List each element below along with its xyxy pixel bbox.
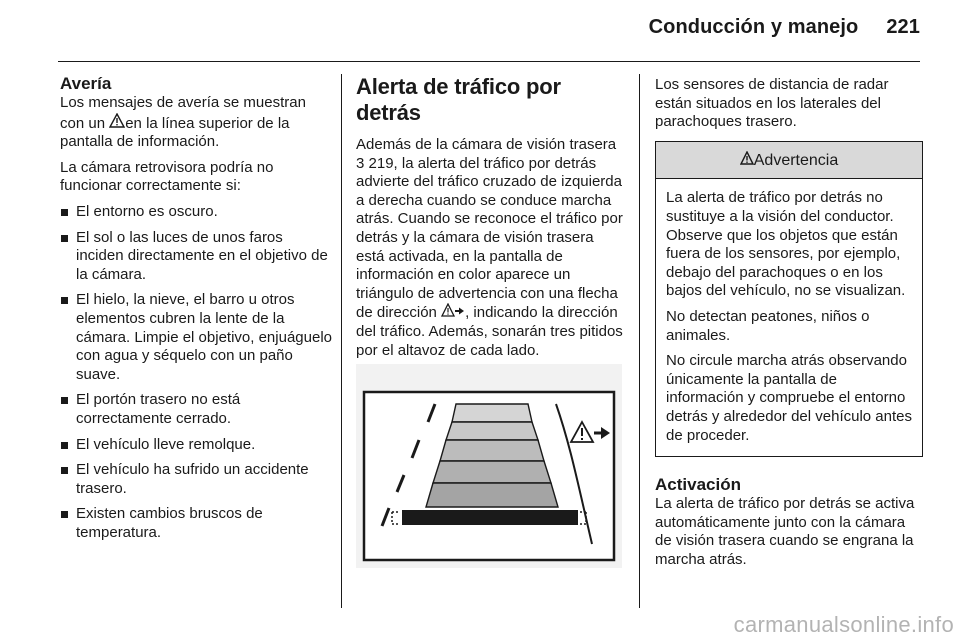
text: en la línea superior de la pantalla de información. [60, 114, 290, 151]
paragraph-alerta [356, 136, 624, 360]
warning-paragraph: No detectan peatones, niños o animales. [666, 307, 870, 344]
column-divider-right [639, 74, 640, 608]
column-2 [356, 74, 624, 367]
page-reference-link[interactable]: 3 219 [356, 154, 394, 172]
bullet [61, 467, 68, 474]
bullet [61, 297, 68, 304]
text: , la alerta del tráfico por detrás advierte del tráfico cruzado de izquierda a derecha cuando se conduce marcha atrás. Cuando se reconoce el tráfico por detrás y la cámara de visión trasera está activada, en la pantalla de información en color aparece un triángulo de advertencia con una flecha de dirección [356, 154, 623, 322]
warning-paragraph: No circule marcha atrás observando únicamente la pantalla de información y compruebe el entorno detrás y alrededor del vehículo antes de proceder. [666, 352, 912, 444]
paragraph-averia-1 [60, 94, 332, 152]
paragraph-activacion: La alerta de tráfico por detrás se activa automáticamente junto con la cámara de visión trasera cuando se engrana la marcha atrás. [655, 495, 915, 568]
list-item-text: El sol o las luces de unos faros inciden directamente en el objetivo de la cámara. [76, 228, 328, 283]
header-rule [58, 61, 920, 62]
column-divider-left [341, 74, 342, 608]
list-item-text: El entorno es oscuro. [76, 202, 218, 220]
list-item [60, 229, 332, 285]
bullet [61, 442, 68, 449]
text: Los mensajes de avería se muestran con un [60, 94, 306, 132]
list-item-text: El hielo, la nieve, el barro u otros elementos cubren la lente de la cámara. Limpie el objetivo, enjuáguelo con agua y séquelo con un paño suave. [76, 291, 332, 383]
column-3 [655, 76, 923, 576]
list-item [60, 505, 332, 542]
page-number: 221 [886, 16, 920, 38]
paragraph-averia-2: La cámara retrovisora podría no funcionar correctamente si: [60, 158, 274, 195]
warning-box [655, 141, 923, 457]
bullet [61, 397, 68, 404]
bullet [61, 511, 68, 518]
paragraph-sensores: Los sensores de distancia de radar están situados en los laterales del parachoques trasero. [655, 76, 889, 131]
rear-camera-svg [356, 364, 622, 568]
header-title: Conducción y manejo [648, 16, 859, 38]
section-heading-activacion: Activación [655, 475, 741, 495]
warning-paragraph: La alerta de tráfico por detrás no sustituye a la visión del conductor. Observe que los objetos que están fuera de los sensores, por ejemplo, debajo del parachoques o en los bajos del vehículo, no se visualizan. [666, 189, 906, 300]
page-header [649, 16, 920, 39]
bullet [61, 235, 68, 242]
warning-triangle-icon [740, 152, 754, 169]
column-1 [60, 74, 332, 549]
list-item-text: El portón trasero no está correctamente cerrado. [76, 391, 241, 427]
text: Además de la cámara de visión trasera [356, 136, 617, 153]
list-item-text: El vehículo lleve remolque. [76, 435, 256, 453]
list-item-text: Existen cambios bruscos de temperatura. [76, 505, 263, 541]
warning-box-body [656, 179, 922, 456]
list-item [60, 291, 332, 384]
rear-camera-display-illustration [356, 364, 622, 568]
section-heading-alerta: Alerta de tráfico por detrás [356, 74, 561, 125]
watermark: carmanualsonline.info [733, 612, 954, 637]
list-item-text: El vehículo ha sufrido un accidente trasero. [76, 461, 309, 497]
text: , indicando la dirección del tráfico. Además, sonarán tres pitidos por el altavoz de cada lado. [356, 304, 623, 359]
warning-triangle-icon [109, 113, 125, 134]
bullet [61, 209, 68, 216]
list-item [60, 391, 332, 428]
section-heading-averia: Avería [60, 74, 112, 93]
list-item [60, 203, 332, 222]
warning-arrow-icon [441, 304, 465, 321]
list-item [60, 436, 332, 455]
warning-box-header [656, 142, 922, 180]
conditions-list [60, 203, 332, 543]
list-item [60, 461, 332, 498]
warning-box-title: Advertencia [753, 151, 839, 169]
